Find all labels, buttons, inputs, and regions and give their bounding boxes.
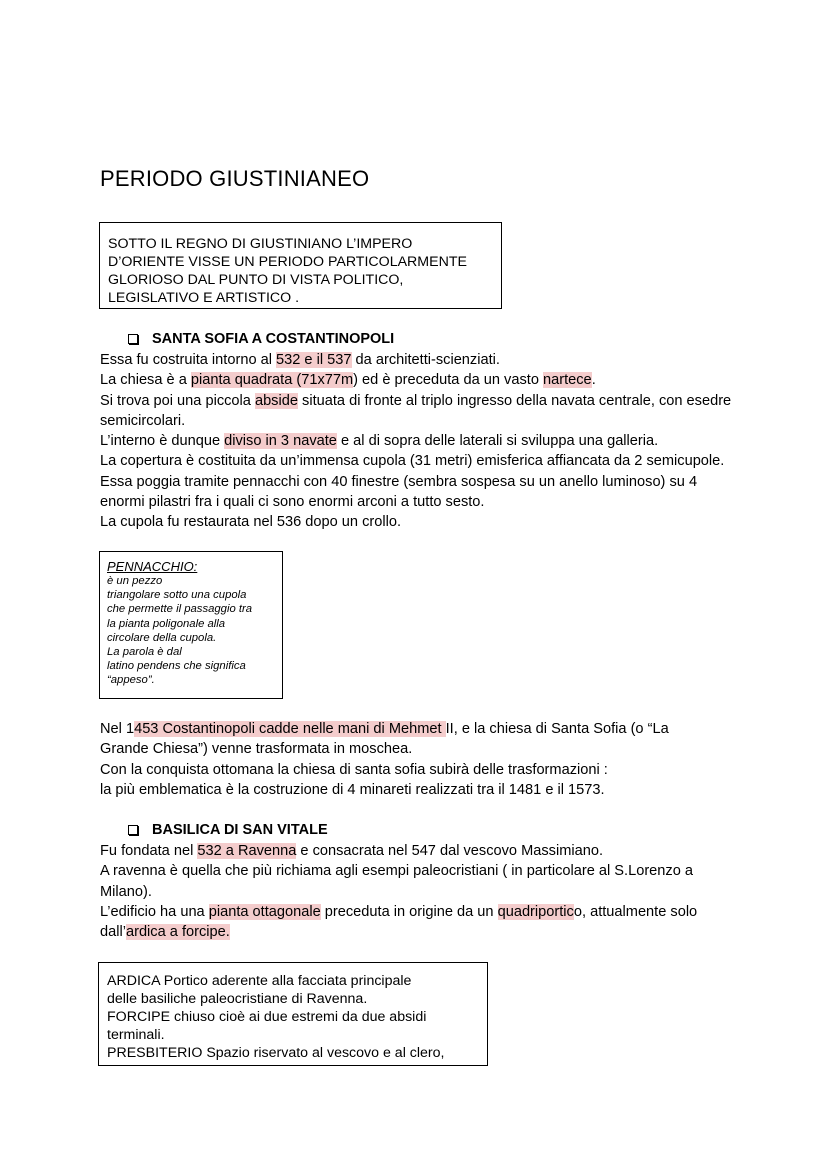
- section-heading-santa-sofia: [128, 331, 394, 347]
- paragraph: Essa poggia tramite pennacchi con 40 finestre (sembra sospesa su un anello luminoso) su 4 enormi pilastri fra i quali ci sono enormi arconi a tutto sesto.: [100, 473, 698, 511]
- note-line: è un pezzo: [107, 575, 163, 587]
- conquista-text: [100, 719, 710, 800]
- paragraph: La cupola fu restaurata nel 536 dopo un crollo.: [100, 514, 402, 531]
- highlight: ardica a forcipe.: [125, 924, 230, 941]
- paragraph: A ravenna è quella che più richiama agli esempi paleocristiani ( in particolare al S.Lorenzo a Milano).: [100, 863, 693, 900]
- definitions-box: [98, 962, 488, 1066]
- definition-line: delle basiliche paleocristiane di Ravenna.: [107, 991, 368, 1007]
- paragraph: La chiesa è a pianta quadrata (71x77m) ed è preceduta da un vasto nartece.: [100, 372, 596, 389]
- paragraph: L’interno è dunque diviso in 3 navate e al di sopra delle laterali si sviluppa una galleria.: [100, 433, 659, 450]
- intro-line: GLORIOSO DAL PUNTO DI VISTA POLITICO,: [108, 272, 404, 288]
- highlight: pianta ottagonale: [208, 903, 321, 920]
- page-title: PERIODO GIUSTINIANEO: [100, 166, 370, 191]
- note-line: triangolare sotto una cupola: [107, 589, 247, 602]
- highlight: quadriportic: [497, 903, 574, 920]
- intro-box: [99, 222, 502, 309]
- san-vitale-text: [100, 841, 730, 942]
- highlight: 453 Costantinopoli cadde nelle mani di Mehmet: [134, 721, 446, 737]
- note-title: PENNACCHIO:: [107, 559, 198, 574]
- highlight: abside: [254, 392, 298, 409]
- section-heading-text: SANTA SOFIA A COSTANTINOPOLI: [152, 331, 395, 347]
- note-line: La parola è dal: [107, 646, 182, 659]
- paragraph: L’edificio ha una pianta ottagonale preceduta in origine da un quadriportico, attualmente solo dall’ardica a forcipe.: [100, 903, 698, 941]
- paragraph: Si trova poi una piccola abside situata di fronte al triplo ingresso della navata centrale, con esedre semicircolari.: [100, 392, 732, 429]
- paragraph: Con la conquista ottomana la chiesa di santa sofia subirà delle trasformazioni :: [100, 761, 608, 778]
- paragraph: Nel 1453 Costantinopoli cadde nelle mani di Mehmet II, e la chiesa di Santa Sofia (o “La Grande Chiesa”) venne trasformata in moschea.: [100, 721, 669, 758]
- highlight: nartece: [543, 372, 592, 389]
- note-line: latino pendens che significa: [107, 660, 246, 673]
- pennacchio-note-box: [99, 551, 283, 699]
- checkbox-bullet-icon: [128, 825, 138, 835]
- paragraph: la più emblematica è la costruzione di 4 minareti realizzati tra il 1481 e il 1573.: [100, 781, 605, 798]
- section-heading-text: BASILICA DI SAN VITALE: [152, 822, 328, 838]
- intro-line: SOTTO IL REGNO DI GIUSTINIANO L’IMPERO: [108, 236, 413, 252]
- highlight: diviso in 3 navate: [224, 433, 337, 450]
- paragraph: Fu fondata nel 532 a Ravenna e consacrata nel 547 dal vescovo Massimiano.: [100, 843, 604, 859]
- santa-sofia-text: [100, 350, 740, 533]
- note-line: circolare della cupola.: [107, 631, 217, 644]
- intro-line: D’ORIENTE VISSE UN PERIODO PARTICOLARMENTE: [108, 254, 467, 270]
- highlight: 532 e il 537: [276, 352, 352, 368]
- definition-line: PRESBITERIO Spazio riservato al vescovo e al clero,: [107, 1045, 445, 1061]
- note-line: che permette il passaggio tra: [107, 603, 253, 616]
- paragraph: La copertura è costituita da un’immensa cupola (31 metri) emisferica affiancata da 2 semicupole.: [100, 453, 725, 470]
- highlight: 532 a Ravenna: [197, 843, 297, 859]
- definition-line: FORCIPE chiuso cioè ai due estremi da due absidi: [107, 1009, 427, 1025]
- note-line: la pianta poligonale alla: [107, 617, 226, 630]
- intro-line: LEGISLATIVO E ARTISTICO .: [108, 290, 300, 306]
- highlight: pianta quadrata (71x77m: [190, 372, 354, 389]
- definition-line: terminali.: [107, 1027, 165, 1043]
- section-heading-san-vitale: [128, 822, 328, 838]
- note-line: “appeso”.: [107, 674, 155, 687]
- paragraph: Essa fu costruita intorno al 532 e il 537 da architetti-scienziati.: [100, 352, 500, 368]
- checkbox-bullet-icon: [128, 334, 138, 344]
- definition-line: ARDICA Portico aderente alla facciata principale: [107, 973, 412, 989]
